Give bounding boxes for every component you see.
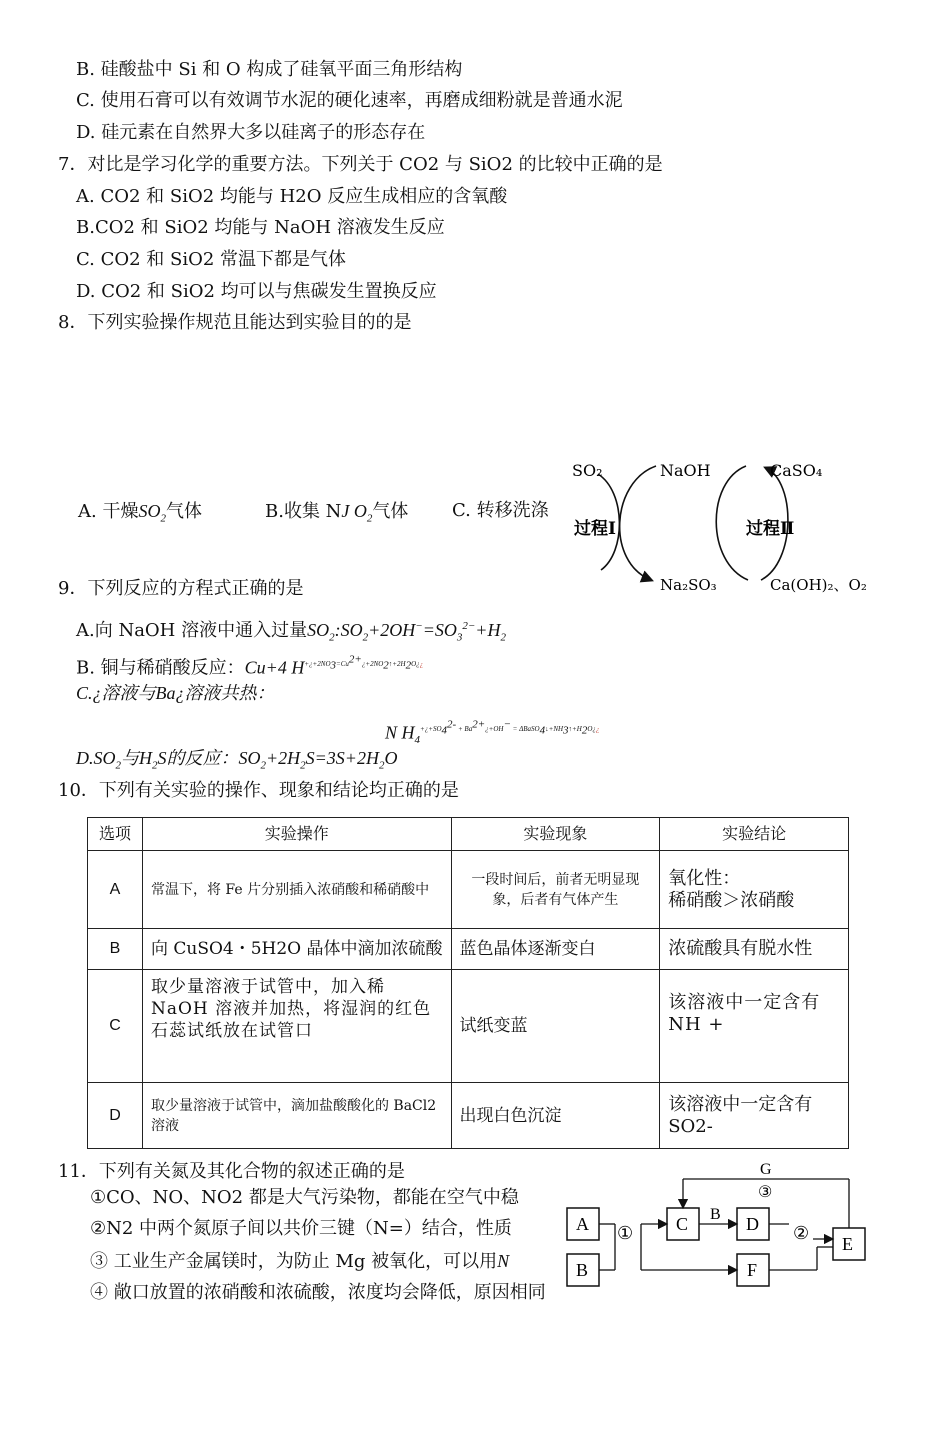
flow-diagram [555, 1157, 875, 1291]
label-process-1: 过程Ⅰ [574, 519, 616, 539]
table-header-row [88, 818, 849, 851]
row-phenomenon: 蓝色晶体逐渐变白 [451, 929, 660, 970]
header-operation: 实验操作 [142, 818, 451, 851]
table-row [88, 929, 849, 970]
question-10: 10．下列有关实验的操作、现象和结论均正确的是 [58, 780, 459, 801]
row-operation: 常温下，将 Fe 片分别插入浓硝酸和稀硝酸中 [142, 851, 451, 929]
option-7c: C. CO2 和 SiO2 常温下都是气体 [76, 249, 347, 270]
cycle-diagram [556, 452, 886, 602]
row-option: A [88, 851, 143, 929]
statement-11-1: ①CO、NO、NO2 都是大气污染物，都能在空气中稳 [90, 1187, 519, 1208]
header-conclusion: 实验结论 [660, 818, 849, 851]
statement-11-3: ③ 工业生产金属镁时，为防止 Mg 被氧化，可以用N [90, 1251, 510, 1272]
option-9a: A.向 NaOH 溶液中通入过量$SO_2:SO_2+2OH^-=SO_3^{2-}+H_2$ [76, 620, 506, 644]
row-phenomenon: 出现白色沉淀 [451, 1083, 660, 1149]
step-3-label: ③ [758, 1182, 773, 1201]
label-caoh2-o2: Ca(OH)₂、O₂ [770, 576, 867, 594]
row-conclusion: 该溶液中一定含有 SO2- [660, 1083, 849, 1149]
header-option: 选项 [88, 818, 143, 851]
option-6d: D. 硅元素在自然界大多以硅离子的形态存在 [76, 122, 426, 143]
option-6b: B. 硅酸盐中 Si 和 O 构成了硅氧平面三角形结构 [76, 59, 463, 80]
edge-b-label: B [710, 1206, 721, 1223]
row-phenomenon: 一段时间后，前者无明显现象，后者有气体产生 [451, 851, 660, 929]
label-b: B [576, 1260, 589, 1280]
label-na2so3: Na₂SO₃ [660, 576, 717, 594]
arrow-process-2-left [716, 466, 748, 580]
row-conclusion: 氧化性： 稀硝酸＞浓硝酸 [660, 851, 849, 929]
label-so2: SO₂ [572, 461, 603, 480]
table-row [88, 851, 849, 929]
label-process-2: 过程Ⅱ [746, 519, 795, 539]
header-phenomenon: 实验现象 [451, 818, 660, 851]
option-7d: D. CO2 和 SiO2 均可以与焦碳发生置换反应 [76, 281, 437, 302]
label-g: G [760, 1161, 772, 1178]
label-a: A [576, 1214, 589, 1234]
row-option: D [88, 1083, 143, 1149]
question-9: 9．下列反应的方程式正确的是 [58, 578, 304, 599]
option-9c: C.¿溶液与Ba¿溶液共热： [76, 683, 275, 703]
option-7a: A. CO2 和 SiO2 均能与 H2O 反应生成相应的含氧酸 [76, 186, 508, 207]
row-operation: 向 CuSO4・5H2O 晶体中滴加浓硫酸 [142, 929, 451, 970]
row-option: B [88, 929, 143, 970]
question-7: 7．对比是学习化学的重要方法。下列关于 CO2 与 SiO2 的比较中正确的是 [58, 154, 663, 175]
option-8b: B.收集 NJ $O_2$气体 [265, 501, 409, 525]
option-9c-equation: N $H_4^{+¿+SO_4^{2-} + Ba^{2+}¿+OH^- = \Delta BaSO_4↓+NH_3↑+H_2O¿¿}$ [385, 719, 600, 746]
label-c: C [676, 1214, 689, 1234]
statement-11-2: ②N2 中两个氮原子间以共价三键（N=）结合，性质 [90, 1218, 512, 1239]
statement-11-4: ④ 敞口放置的浓硝酸和浓硫酸，浓度均会降低，原因相同 [90, 1282, 546, 1303]
question-11: 11．下列有关氮及其化合物的叙述正确的是 [58, 1161, 405, 1182]
option-6c: C. 使用石膏可以有效调节水泥的硬化速率，再磨成细粉就是普通水泥 [76, 90, 623, 111]
row-conclusion: 该溶液中一定含有 NH + [660, 970, 849, 1083]
label-naoh: NaOH [660, 461, 711, 480]
arrow-process-1-left [620, 466, 656, 580]
label-e: E [842, 1234, 853, 1254]
option-8a: A. 干燥$SO_2$气体 [78, 501, 202, 525]
experiment-table [87, 817, 849, 1149]
row-operation: 取少量溶液于试管中，滴加盐酸酸化的 BaCl2 溶液 [142, 1083, 451, 1149]
step-2-label: ② [793, 1223, 810, 1244]
row-option: C [88, 970, 143, 1083]
option-9b: B. 铜与稀硝酸反应：Cu+4 $H^{+¿+2NO_3=Cu^{2+}¿+2NO_2↑+2H_2O¿¿}$ [76, 654, 424, 679]
option-9d: $D.SO_2$与$H_2S$的反应：$SO_2+2H_2S=3S+2H_2O$ [76, 748, 398, 772]
row-conclusion: 浓硫酸具有脱水性 [660, 929, 849, 970]
option-8c: C. 转移洗涤 [452, 500, 549, 521]
table-row [88, 970, 849, 1083]
question-8: 8．下列实验操作规范且能达到实验目的的是 [58, 312, 412, 333]
label-f: F [747, 1260, 758, 1280]
option-7b: B.CO2 和 SiO2 均能与 NaOH 溶液发生反应 [76, 217, 445, 238]
step-1-label: ① [617, 1223, 634, 1244]
label-caso4: CaSO₄ [770, 461, 823, 480]
label-d: D [746, 1214, 759, 1234]
table-row [88, 1083, 849, 1149]
row-operation: 取少量溶液于试管中，加入稀 NaOH 溶液并加热，将湿润的红色石蕊试纸放在试管口 [142, 970, 451, 1083]
row-phenomenon: 试纸变蓝 [451, 970, 660, 1083]
